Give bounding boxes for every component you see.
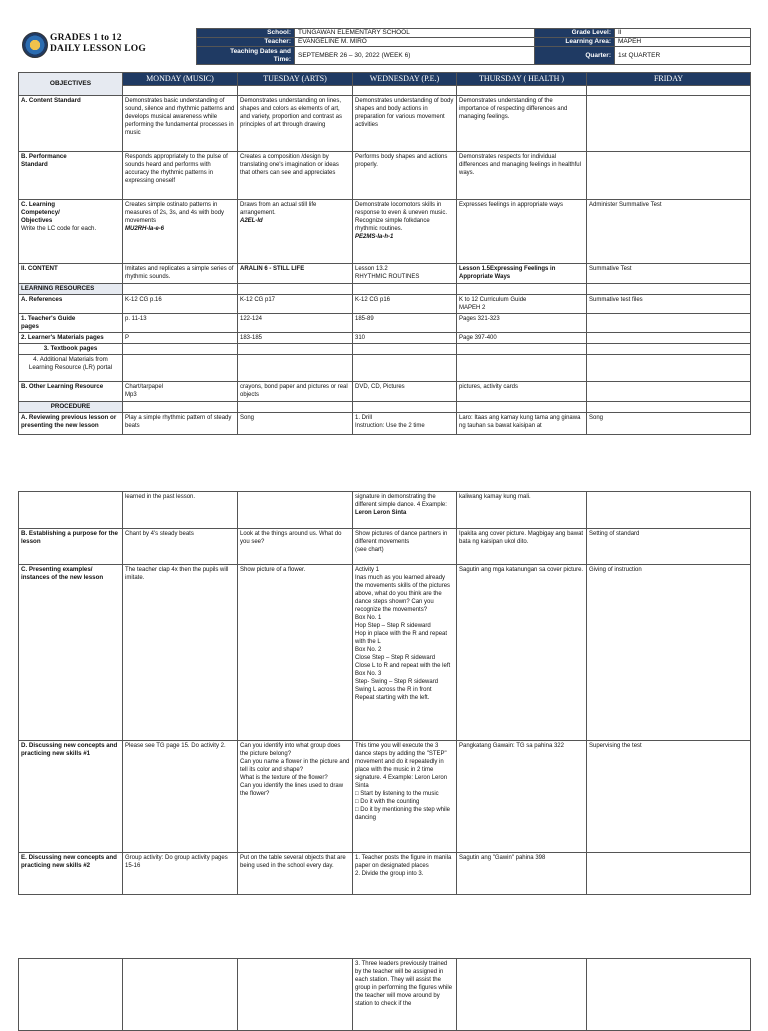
cell-thursday: K to 12 Curriculum Guide MAPEH 2 (457, 295, 587, 314)
cell-wednesday: Activity 1 Inas much as you learned already the movements skills of the pictures above, what do you think are the dance steps shown? Can you recognize the movements? Box No. 1 Hop Step – Step R sideward Hop in place with the R and repeat with the L Box No. 2 Close Step – Step R sideward Close L to R and repeat with the left Box No. 3 Step- Swing – Step R sideward Swing L across the R in front Repeat starting with the left. (353, 565, 457, 741)
cell-wednesday: Performs body shapes and actions properly. (353, 152, 457, 200)
lc-code: PE2MS-Ia-h-1 (355, 234, 394, 240)
lc-code: MU2RH-Ia-e-6 (125, 226, 165, 232)
cell-thursday: Demonstrates understanding of the importance of respecting differences and managing feelings. (457, 96, 587, 152)
cell-wednesday: 1. Drill Instruction: Use the 2 time (353, 413, 457, 435)
cell-monday: learned in the past lesson. (123, 492, 238, 529)
cell-tuesday: 183-185 (238, 333, 353, 344)
deped-seal-icon (22, 32, 48, 58)
cell-thursday: Pangkatang Gawain: TG sa pahina 322 (457, 741, 587, 853)
col-wednesday: WEDNESDAY (P.E.) (353, 73, 457, 86)
col-objectives: OBJECTIVES (19, 73, 123, 96)
cell-wednesday: 185-89 (353, 314, 457, 333)
row-label: A. Content Standard (19, 96, 123, 152)
row-label: A. References (19, 295, 123, 314)
cell-monday: K-12 CG p.16 (123, 295, 238, 314)
cell-wednesday (353, 492, 457, 529)
cell-monday: Demonstrates basic understanding of sound, silence and rhythmic patterns and develops musical awareness while performing the fundamental processes in music (123, 96, 238, 152)
dates-label (197, 47, 295, 65)
row-learning-resources (19, 284, 751, 295)
col-thursday: THURSDAY ( HEALTH ) (457, 73, 587, 86)
header-info-table (196, 28, 751, 65)
cell-tuesday: Demonstrates understanding on lines, shapes and colors as elements of art, and variety, proportion and contrast as principles of art through drawing (238, 96, 353, 152)
cell-tuesday: 122-124 (238, 314, 353, 333)
grade-label: Grade Level: (535, 29, 615, 38)
row-textbook (19, 344, 751, 355)
cell-monday: Imitates and replicates a simple series of rhythmic sounds. (123, 264, 238, 284)
cell-friday (587, 853, 751, 895)
cell-friday: Summative test files (587, 295, 751, 314)
cell-tuesday: Show picture of a flower. (238, 565, 353, 741)
row-label: D. Discussing new concepts and practicing new skills #1 (19, 741, 123, 853)
cell-thursday: Laro: Itaas ang kamay kung tama ang ginawa ng tauhan sa bawat kaisipan at (457, 413, 587, 435)
teacher-label: Teacher: (197, 38, 295, 47)
row-reviewing (19, 413, 751, 435)
cell-monday: The teacher clap 4x then the pupils will imitate. (123, 565, 238, 741)
quarter-value: 1st QUARTER (615, 47, 751, 65)
lesson-table-page-3 (18, 958, 751, 1031)
row-label: 4. Additional Materials from Learning Resource (LR) portal (19, 355, 123, 382)
row-label: B. Other Learning Resource (19, 382, 123, 402)
cell-friday (587, 333, 751, 344)
area-label: Learning Area: (535, 38, 615, 47)
area-value: MAPEH (615, 38, 751, 47)
row-label: E. Discussing new concepts and practicing new skills #2 (19, 853, 123, 895)
cell-monday: Group activity: Do group activity pages 15-16 (123, 853, 238, 895)
section-label: LEARNING RESOURCES (19, 284, 123, 295)
school-label: School: (197, 29, 295, 38)
cell-tuesday: Creates a composition /design by translating one's imagination or ideas that others can see and appreciates (238, 152, 353, 200)
cell-friday: Administer Summative Test (587, 200, 751, 264)
row-teachers-guide (19, 314, 751, 333)
cell-friday: Song (587, 413, 751, 435)
col-tuesday: TUESDAY (ARTS) (238, 73, 353, 86)
cell-wednesday: 1. Teacher posts the figure in manila paper on designated places 2. Divide the group into 3. (353, 853, 457, 895)
lesson-table-page-2 (18, 491, 751, 895)
competency-text: Creates simple ostinato patterns in measures of 2s, 3s, and 4s with body movements (125, 202, 225, 224)
row-label: 1. Teacher's Guide pages (19, 314, 123, 333)
col-monday: MONDAY (MUSIC) (123, 73, 238, 86)
cell-tuesday: ARALIN 6 - STILL LIFE (238, 264, 353, 284)
cell-thursday: Sagutin ang mga katanungan sa cover picture. (457, 565, 587, 741)
cell-thursday: Pages 321-323 (457, 314, 587, 333)
cell-tuesday: Can you identify into what group does the picture belong? Can you name a flower in the picture and tell its color and shape? What is the texture of the flower? Can you identify the lines used to draw the flower? (238, 741, 353, 853)
cell-thursday: Lesson 1.5Expressing Feelings in Appropriate Ways (457, 264, 587, 284)
cell-monday: p. 11-13 (123, 314, 238, 333)
cell-tuesday (238, 200, 353, 264)
col-friday: FRIDAY (587, 73, 751, 86)
row-content (19, 264, 751, 284)
row-procedure (19, 402, 751, 413)
dates-value: SEPTEMBER 26 – 30, 2022 (WEEK 6) (295, 47, 535, 65)
cell-friday (587, 96, 751, 152)
row-competency (19, 200, 751, 264)
cell-monday (123, 200, 238, 264)
school-value: TUNGAWAN ELEMENTARY SCHOOL (295, 29, 535, 38)
title-line-1: GRADES 1 to 12 (50, 33, 122, 43)
cell-thursday: Ipakita ang cover picture. Magbigay ang bawat bata ng kaisipan ukol dito. (457, 529, 587, 565)
dates-label-line-1: Teaching Dates and (230, 47, 291, 55)
cell-thursday: Demonstrates respects for individual differences and managing feelings in healthful ways. (457, 152, 587, 200)
cell-monday: P (123, 333, 238, 344)
row-label: 3. Textbook pages (19, 344, 123, 355)
cell-monday: Play a simple rhythmic pattern of steady beats (123, 413, 238, 435)
competency-note: Write the LC code for each. (21, 225, 97, 232)
continued-text: signature in demonstrating the different simple dance. 4 Example: (355, 494, 447, 508)
cell-tuesday: Look at the things around us. What do you see? (238, 529, 353, 565)
cell-friday (587, 314, 751, 333)
cell-monday: Chant by 4's steady beats (123, 529, 238, 565)
row-label: B. Performance Standard (19, 152, 123, 200)
cell-thursday: Sagutin ang "Gawin" pahina 398 (457, 853, 587, 895)
title-line-2: DAILY LESSON LOG (50, 44, 146, 54)
cell-friday: Giving of instruction (587, 565, 751, 741)
grade-value: II (615, 29, 751, 38)
row-additional-materials (19, 355, 751, 382)
row-discussing-2 (19, 853, 751, 895)
cell-friday: Setting of standard (587, 529, 751, 565)
competency-text: Draws from an actual still life arrangement. (240, 202, 317, 216)
row-references (19, 295, 751, 314)
row-label: B. Establishing a purpose for the lesson (19, 529, 123, 565)
cell-thursday: Expresses feelings in appropriate ways (457, 200, 587, 264)
row-examples (19, 565, 751, 741)
cell-thursday: pictures, activity cards (457, 382, 587, 402)
competency-text: Demonstrate locomotors skills in response to even & uneven music. Recognize simple folkdance rhythmic routines. (355, 202, 448, 232)
cell-wednesday: Lesson 13.2 RHYTHMIC ROUTINES (353, 264, 457, 284)
cell-thursday: Page 397-400 (457, 333, 587, 344)
row-label: 2. Learner's Materials pages (19, 333, 123, 344)
section-label: PROCEDURE (19, 402, 123, 413)
row-label (19, 200, 123, 264)
lesson-table-page-1 (18, 72, 751, 435)
lc-code: A2EL-Id (240, 218, 263, 224)
row-discussing-1 (19, 741, 751, 853)
cell-friday: Supervising the test (587, 741, 751, 853)
row-label: C. Presenting examples/ instances of the new lesson (19, 565, 123, 741)
cell-wednesday: 3. Three leaders previously trained by the teacher will be assigned in each station. They will assist the group in performing the figures while the teacher will move around by station to check if the (353, 959, 457, 1031)
cell-monday: Responds appropriately to the pulse of sounds heard and performs with accuracy the rhythmic patterns in expressing oneself (123, 152, 238, 200)
cell-wednesday: Show pictures of dance partners in different movements (see chart) (353, 529, 457, 565)
cell-friday (587, 382, 751, 402)
cell-tuesday: K-12 CG p17 (238, 295, 353, 314)
row-content-standard (19, 96, 751, 152)
quarter-label: Quarter: (535, 47, 615, 65)
row-performance-standard (19, 152, 751, 200)
row-continued (19, 959, 751, 1031)
row-learners-materials (19, 333, 751, 344)
cell-monday: Chart/tarpapel Mp3 (123, 382, 238, 402)
row-label: A. Reviewing previous lesson or presenting the new lesson (19, 413, 123, 435)
cell-wednesday: Demonstrates understanding of body shapes and body actions in preparation for various movement activities (353, 96, 457, 152)
row-label: II. CONTENT (19, 264, 123, 284)
dates-label-line-2: Time: (273, 55, 291, 63)
cell-wednesday: This time you will execute the 3 dance steps by adding the "STEP" movement and do it repeatedly in place with the music in 2 time signature. 4 Example: Leron Leron Sinta □ Start by listening to the music □ Do it with the counting □ Do it by mentioning the step while dancing (353, 741, 457, 853)
cell-wednesday: 310 (353, 333, 457, 344)
song-title: Leron Leron Sinta (355, 510, 407, 516)
competency-label: C. Learning Competency/ Objectives (21, 201, 60, 224)
teacher-value: EVANGELINE M. MIRO (295, 38, 535, 47)
cell-friday (587, 152, 751, 200)
cell-friday: Summative Test (587, 264, 751, 284)
cell-wednesday: K-12 CG p16 (353, 295, 457, 314)
cell-thursday: kaliwang kamay kung mali. (457, 492, 587, 529)
cell-tuesday: Put on the table several objects that are being used in the school every day. (238, 853, 353, 895)
row-continued (19, 492, 751, 529)
row-other-resource (19, 382, 751, 402)
row-purpose (19, 529, 751, 565)
cell-monday: Please see TG page 15. Do activity 2. (123, 741, 238, 853)
cell-tuesday: crayons, bond paper and pictures or real objects (238, 382, 353, 402)
cell-wednesday (353, 200, 457, 264)
cell-wednesday: DVD, CD, Pictures (353, 382, 457, 402)
cell-tuesday: Song (238, 413, 353, 435)
